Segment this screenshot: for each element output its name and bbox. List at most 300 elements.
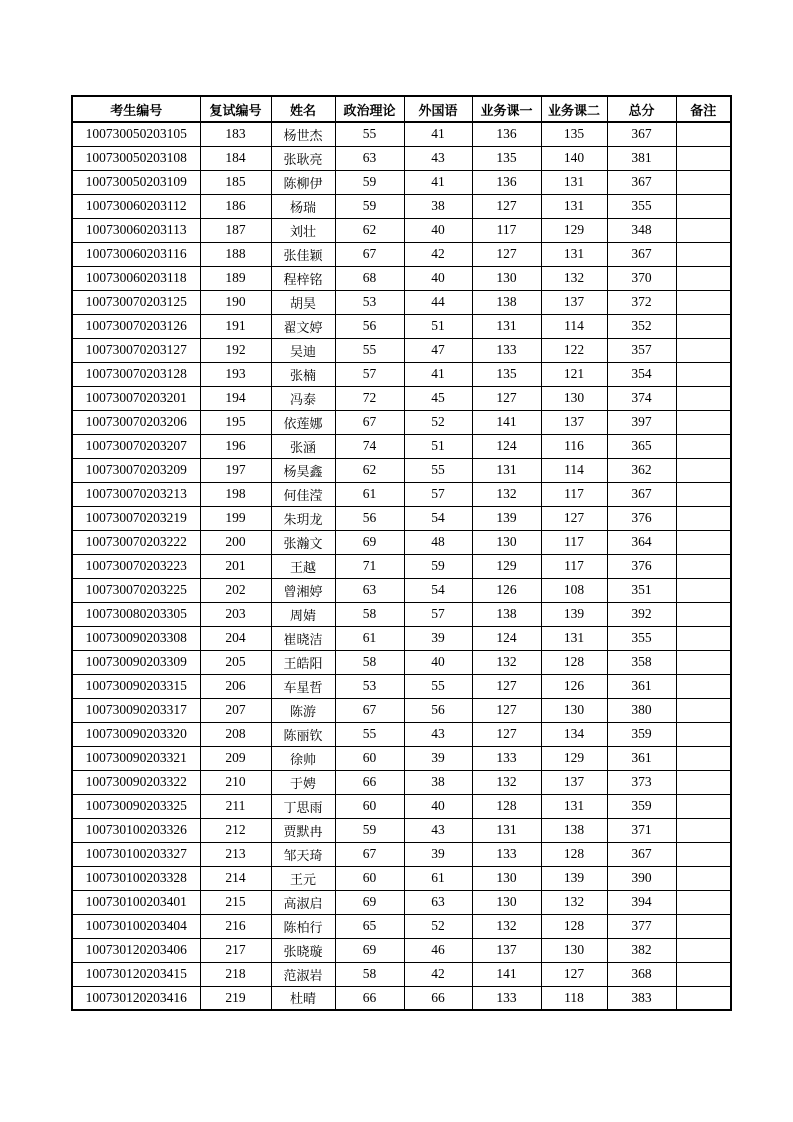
cell-review-no: 196 xyxy=(200,434,271,458)
cell-total: 373 xyxy=(607,770,676,794)
cell-course-two: 131 xyxy=(541,626,607,650)
cell-politics: 71 xyxy=(335,554,404,578)
cell-foreign-language: 40 xyxy=(404,218,472,242)
cell-exam-id: 100730080203305 xyxy=(72,602,200,626)
cell-review-no: 206 xyxy=(200,674,271,698)
cell-course-one: 127 xyxy=(472,194,541,218)
cell-name: 张佳颖 xyxy=(271,242,335,266)
cell-exam-id: 100730100203327 xyxy=(72,842,200,866)
cell-remark xyxy=(676,698,731,722)
cell-politics: 57 xyxy=(335,362,404,386)
cell-foreign-language: 43 xyxy=(404,722,472,746)
table-row xyxy=(72,338,731,362)
cell-exam-id: 100730070203207 xyxy=(72,434,200,458)
table-row xyxy=(72,626,731,650)
cell-total: 381 xyxy=(607,146,676,170)
table-row xyxy=(72,242,731,266)
cell-name: 吴迪 xyxy=(271,338,335,362)
cell-politics: 60 xyxy=(335,866,404,890)
cell-name: 丁思雨 xyxy=(271,794,335,818)
table-row xyxy=(72,674,731,698)
cell-politics: 66 xyxy=(335,986,404,1010)
cell-course-two: 117 xyxy=(541,482,607,506)
cell-total: 361 xyxy=(607,674,676,698)
cell-foreign-language: 48 xyxy=(404,530,472,554)
cell-foreign-language: 57 xyxy=(404,602,472,626)
cell-exam-id: 100730060203112 xyxy=(72,194,200,218)
table-row xyxy=(72,986,731,1010)
cell-course-two: 117 xyxy=(541,530,607,554)
cell-remark xyxy=(676,338,731,362)
cell-foreign-language: 61 xyxy=(404,866,472,890)
table-row xyxy=(72,722,731,746)
cell-remark xyxy=(676,722,731,746)
cell-exam-id: 100730070203225 xyxy=(72,578,200,602)
cell-total: 367 xyxy=(607,170,676,194)
cell-course-one: 132 xyxy=(472,914,541,938)
cell-review-no: 210 xyxy=(200,770,271,794)
cell-foreign-language: 40 xyxy=(404,266,472,290)
cell-review-no: 200 xyxy=(200,530,271,554)
cell-exam-id: 100730070203219 xyxy=(72,506,200,530)
cell-total: 374 xyxy=(607,386,676,410)
cell-total: 367 xyxy=(607,122,676,146)
cell-total: 390 xyxy=(607,866,676,890)
cell-review-no: 201 xyxy=(200,554,271,578)
cell-politics: 67 xyxy=(335,242,404,266)
cell-name: 张晓璇 xyxy=(271,938,335,962)
cell-total: 383 xyxy=(607,986,676,1010)
cell-exam-id: 100730060203116 xyxy=(72,242,200,266)
cell-course-one: 130 xyxy=(472,890,541,914)
cell-course-one: 135 xyxy=(472,362,541,386)
cell-course-one: 127 xyxy=(472,698,541,722)
cell-politics: 55 xyxy=(335,338,404,362)
table-row xyxy=(72,698,731,722)
cell-course-two: 129 xyxy=(541,746,607,770)
cell-politics: 53 xyxy=(335,290,404,314)
cell-course-one: 129 xyxy=(472,554,541,578)
cell-course-two: 117 xyxy=(541,554,607,578)
cell-name: 张耿亮 xyxy=(271,146,335,170)
cell-name: 周婧 xyxy=(271,602,335,626)
table-row xyxy=(72,506,731,530)
cell-total: 367 xyxy=(607,482,676,506)
cell-name: 张瀚文 xyxy=(271,530,335,554)
cell-remark xyxy=(676,218,731,242)
column-header-total: 总分 xyxy=(607,96,676,122)
cell-course-two: 122 xyxy=(541,338,607,362)
cell-remark xyxy=(676,674,731,698)
cell-course-one: 132 xyxy=(472,770,541,794)
cell-total: 359 xyxy=(607,794,676,818)
cell-review-no: 198 xyxy=(200,482,271,506)
cell-course-two: 116 xyxy=(541,434,607,458)
cell-course-two: 134 xyxy=(541,722,607,746)
cell-exam-id: 100730090203321 xyxy=(72,746,200,770)
cell-course-two: 138 xyxy=(541,818,607,842)
column-header-course-one: 业务课一 xyxy=(472,96,541,122)
cell-total: 364 xyxy=(607,530,676,554)
cell-politics: 67 xyxy=(335,698,404,722)
cell-exam-id: 100730050203109 xyxy=(72,170,200,194)
cell-course-one: 138 xyxy=(472,602,541,626)
table-row xyxy=(72,410,731,434)
table-row xyxy=(72,746,731,770)
cell-remark xyxy=(676,770,731,794)
cell-review-no: 183 xyxy=(200,122,271,146)
cell-foreign-language: 40 xyxy=(404,650,472,674)
cell-course-one: 124 xyxy=(472,434,541,458)
cell-politics: 69 xyxy=(335,890,404,914)
cell-name: 王元 xyxy=(271,866,335,890)
cell-name: 杨世杰 xyxy=(271,122,335,146)
cell-course-one: 136 xyxy=(472,122,541,146)
table-row xyxy=(72,170,731,194)
column-header-exam-id: 考生编号 xyxy=(72,96,200,122)
cell-foreign-language: 41 xyxy=(404,362,472,386)
cell-review-no: 219 xyxy=(200,986,271,1010)
cell-exam-id: 100730060203118 xyxy=(72,266,200,290)
cell-review-no: 211 xyxy=(200,794,271,818)
cell-remark xyxy=(676,602,731,626)
cell-remark xyxy=(676,434,731,458)
cell-politics: 67 xyxy=(335,410,404,434)
cell-politics: 58 xyxy=(335,962,404,986)
cell-remark xyxy=(676,506,731,530)
cell-review-no: 209 xyxy=(200,746,271,770)
cell-review-no: 217 xyxy=(200,938,271,962)
table-row xyxy=(72,866,731,890)
cell-total: 348 xyxy=(607,218,676,242)
cell-course-two: 139 xyxy=(541,602,607,626)
cell-remark xyxy=(676,746,731,770)
cell-foreign-language: 42 xyxy=(404,242,472,266)
cell-course-two: 131 xyxy=(541,794,607,818)
cell-total: 397 xyxy=(607,410,676,434)
table-row xyxy=(72,194,731,218)
cell-review-no: 195 xyxy=(200,410,271,434)
cell-exam-id: 100730090203322 xyxy=(72,770,200,794)
cell-review-no: 203 xyxy=(200,602,271,626)
cell-total: 376 xyxy=(607,506,676,530)
cell-total: 354 xyxy=(607,362,676,386)
cell-politics: 61 xyxy=(335,482,404,506)
cell-foreign-language: 55 xyxy=(404,458,472,482)
cell-course-one: 127 xyxy=(472,674,541,698)
cell-remark xyxy=(676,146,731,170)
cell-course-one: 130 xyxy=(472,866,541,890)
cell-foreign-language: 38 xyxy=(404,194,472,218)
cell-foreign-language: 41 xyxy=(404,170,472,194)
cell-review-no: 187 xyxy=(200,218,271,242)
cell-review-no: 207 xyxy=(200,698,271,722)
cell-total: 392 xyxy=(607,602,676,626)
cell-name: 胡昊 xyxy=(271,290,335,314)
cell-name: 张涵 xyxy=(271,434,335,458)
cell-remark xyxy=(676,578,731,602)
cell-remark xyxy=(676,530,731,554)
cell-total: 371 xyxy=(607,818,676,842)
cell-politics: 55 xyxy=(335,122,404,146)
table-row xyxy=(72,482,731,506)
table-row xyxy=(72,122,731,146)
cell-politics: 56 xyxy=(335,506,404,530)
table-row xyxy=(72,458,731,482)
table-row xyxy=(72,218,731,242)
cell-politics: 65 xyxy=(335,914,404,938)
cell-review-no: 208 xyxy=(200,722,271,746)
cell-course-two: 128 xyxy=(541,842,607,866)
cell-total: 355 xyxy=(607,194,676,218)
cell-course-two: 127 xyxy=(541,506,607,530)
cell-course-one: 117 xyxy=(472,218,541,242)
cell-foreign-language: 51 xyxy=(404,434,472,458)
cell-politics: 59 xyxy=(335,194,404,218)
cell-course-one: 127 xyxy=(472,386,541,410)
cell-total: 361 xyxy=(607,746,676,770)
cell-total: 365 xyxy=(607,434,676,458)
cell-review-no: 197 xyxy=(200,458,271,482)
cell-foreign-language: 43 xyxy=(404,818,472,842)
cell-name: 刘壮 xyxy=(271,218,335,242)
cell-review-no: 213 xyxy=(200,842,271,866)
cell-name: 贾默冉 xyxy=(271,818,335,842)
cell-politics: 66 xyxy=(335,770,404,794)
cell-politics: 60 xyxy=(335,746,404,770)
cell-remark xyxy=(676,242,731,266)
cell-foreign-language: 56 xyxy=(404,698,472,722)
cell-name: 陈柏行 xyxy=(271,914,335,938)
cell-foreign-language: 38 xyxy=(404,770,472,794)
cell-name: 冯泰 xyxy=(271,386,335,410)
cell-course-two: 114 xyxy=(541,314,607,338)
cell-exam-id: 100730050203105 xyxy=(72,122,200,146)
cell-remark xyxy=(676,410,731,434)
cell-foreign-language: 54 xyxy=(404,506,472,530)
cell-politics: 56 xyxy=(335,314,404,338)
cell-exam-id: 100730090203309 xyxy=(72,650,200,674)
score-table xyxy=(71,95,732,1011)
cell-politics: 59 xyxy=(335,170,404,194)
cell-remark xyxy=(676,986,731,1010)
cell-politics: 58 xyxy=(335,602,404,626)
table-row xyxy=(72,578,731,602)
cell-remark xyxy=(676,194,731,218)
cell-politics: 55 xyxy=(335,722,404,746)
cell-exam-id: 100730090203315 xyxy=(72,674,200,698)
table-row xyxy=(72,266,731,290)
cell-foreign-language: 47 xyxy=(404,338,472,362)
cell-course-one: 139 xyxy=(472,506,541,530)
cell-name: 高淑启 xyxy=(271,890,335,914)
cell-name: 朱玥龙 xyxy=(271,506,335,530)
table-row xyxy=(72,770,731,794)
cell-course-one: 128 xyxy=(472,794,541,818)
cell-review-no: 215 xyxy=(200,890,271,914)
cell-foreign-language: 41 xyxy=(404,122,472,146)
table-row xyxy=(72,890,731,914)
table-header xyxy=(72,96,731,122)
cell-exam-id: 100730070203126 xyxy=(72,314,200,338)
cell-course-two: 132 xyxy=(541,266,607,290)
cell-name: 程梓铭 xyxy=(271,266,335,290)
cell-exam-id: 100730070203127 xyxy=(72,338,200,362)
cell-review-no: 190 xyxy=(200,290,271,314)
cell-total: 352 xyxy=(607,314,676,338)
column-header-course-two: 业务课二 xyxy=(541,96,607,122)
cell-total: 372 xyxy=(607,290,676,314)
cell-name: 杨昊鑫 xyxy=(271,458,335,482)
cell-course-two: 139 xyxy=(541,866,607,890)
cell-course-one: 141 xyxy=(472,410,541,434)
cell-exam-id: 100730060203113 xyxy=(72,218,200,242)
cell-name: 陈丽钦 xyxy=(271,722,335,746)
cell-politics: 62 xyxy=(335,218,404,242)
cell-course-two: 121 xyxy=(541,362,607,386)
table-row xyxy=(72,290,731,314)
cell-course-one: 130 xyxy=(472,266,541,290)
cell-exam-id: 100730070203206 xyxy=(72,410,200,434)
cell-remark xyxy=(676,842,731,866)
cell-exam-id: 100730090203317 xyxy=(72,698,200,722)
cell-name: 翟文婷 xyxy=(271,314,335,338)
cell-course-one: 132 xyxy=(472,482,541,506)
cell-name: 杜晴 xyxy=(271,986,335,1010)
cell-foreign-language: 39 xyxy=(404,626,472,650)
cell-course-one: 133 xyxy=(472,746,541,770)
cell-politics: 53 xyxy=(335,674,404,698)
cell-name: 何佳滢 xyxy=(271,482,335,506)
table-row xyxy=(72,530,731,554)
cell-review-no: 214 xyxy=(200,866,271,890)
cell-course-two: 130 xyxy=(541,386,607,410)
cell-course-one: 133 xyxy=(472,842,541,866)
cell-foreign-language: 39 xyxy=(404,842,472,866)
cell-course-one: 138 xyxy=(472,290,541,314)
cell-review-no: 194 xyxy=(200,386,271,410)
cell-foreign-language: 52 xyxy=(404,914,472,938)
cell-exam-id: 100730070203201 xyxy=(72,386,200,410)
cell-total: 358 xyxy=(607,650,676,674)
cell-name: 崔晓洁 xyxy=(271,626,335,650)
cell-remark xyxy=(676,170,731,194)
cell-remark xyxy=(676,794,731,818)
cell-name: 王皓阳 xyxy=(271,650,335,674)
cell-remark xyxy=(676,866,731,890)
cell-review-no: 185 xyxy=(200,170,271,194)
cell-course-two: 135 xyxy=(541,122,607,146)
cell-course-two: 129 xyxy=(541,218,607,242)
cell-course-one: 141 xyxy=(472,962,541,986)
cell-course-two: 127 xyxy=(541,962,607,986)
cell-review-no: 189 xyxy=(200,266,271,290)
table-row xyxy=(72,818,731,842)
cell-politics: 74 xyxy=(335,434,404,458)
cell-remark xyxy=(676,458,731,482)
cell-exam-id: 100730070203209 xyxy=(72,458,200,482)
cell-course-two: 137 xyxy=(541,410,607,434)
cell-foreign-language: 59 xyxy=(404,554,472,578)
cell-remark xyxy=(676,962,731,986)
cell-course-one: 133 xyxy=(472,986,541,1010)
table-row xyxy=(72,146,731,170)
cell-total: 370 xyxy=(607,266,676,290)
cell-remark xyxy=(676,290,731,314)
column-header-politics: 政治理论 xyxy=(335,96,404,122)
column-header-foreign-language: 外国语 xyxy=(404,96,472,122)
cell-foreign-language: 44 xyxy=(404,290,472,314)
cell-course-one: 133 xyxy=(472,338,541,362)
cell-exam-id: 100730050203108 xyxy=(72,146,200,170)
cell-name: 陈游 xyxy=(271,698,335,722)
cell-remark xyxy=(676,914,731,938)
cell-course-one: 127 xyxy=(472,242,541,266)
cell-politics: 62 xyxy=(335,458,404,482)
cell-remark xyxy=(676,818,731,842)
cell-exam-id: 100730120203415 xyxy=(72,962,200,986)
cell-course-two: 131 xyxy=(541,242,607,266)
cell-total: 394 xyxy=(607,890,676,914)
table-row xyxy=(72,842,731,866)
cell-total: 367 xyxy=(607,242,676,266)
cell-review-no: 193 xyxy=(200,362,271,386)
cell-foreign-language: 52 xyxy=(404,410,472,434)
table-row xyxy=(72,962,731,986)
cell-exam-id: 100730100203328 xyxy=(72,866,200,890)
cell-remark xyxy=(676,554,731,578)
cell-politics: 63 xyxy=(335,146,404,170)
cell-total: 359 xyxy=(607,722,676,746)
cell-course-one: 124 xyxy=(472,626,541,650)
cell-course-two: 130 xyxy=(541,698,607,722)
cell-total: 367 xyxy=(607,842,676,866)
cell-politics: 58 xyxy=(335,650,404,674)
cell-name: 王越 xyxy=(271,554,335,578)
cell-course-one: 131 xyxy=(472,314,541,338)
cell-politics: 61 xyxy=(335,626,404,650)
cell-review-no: 186 xyxy=(200,194,271,218)
cell-name: 杨瑞 xyxy=(271,194,335,218)
cell-exam-id: 100730120203416 xyxy=(72,986,200,1010)
cell-review-no: 191 xyxy=(200,314,271,338)
cell-course-one: 131 xyxy=(472,818,541,842)
cell-remark xyxy=(676,362,731,386)
table-row xyxy=(72,362,731,386)
cell-course-one: 136 xyxy=(472,170,541,194)
cell-name: 陈柳伊 xyxy=(271,170,335,194)
cell-course-two: 137 xyxy=(541,770,607,794)
cell-remark xyxy=(676,650,731,674)
cell-course-two: 137 xyxy=(541,290,607,314)
cell-name: 范淑岩 xyxy=(271,962,335,986)
cell-remark xyxy=(676,386,731,410)
cell-total: 382 xyxy=(607,938,676,962)
cell-politics: 67 xyxy=(335,842,404,866)
cell-exam-id: 100730070203223 xyxy=(72,554,200,578)
cell-review-no: 218 xyxy=(200,962,271,986)
cell-course-two: 114 xyxy=(541,458,607,482)
cell-review-no: 199 xyxy=(200,506,271,530)
cell-remark xyxy=(676,938,731,962)
cell-course-one: 127 xyxy=(472,722,541,746)
cell-politics: 72 xyxy=(335,386,404,410)
table-row xyxy=(72,914,731,938)
cell-foreign-language: 42 xyxy=(404,962,472,986)
cell-total: 351 xyxy=(607,578,676,602)
cell-total: 357 xyxy=(607,338,676,362)
cell-foreign-language: 54 xyxy=(404,578,472,602)
